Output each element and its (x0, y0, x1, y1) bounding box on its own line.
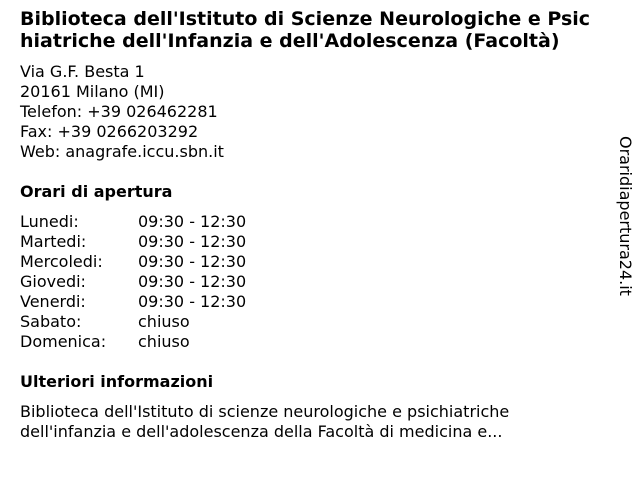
address-city: 20161 Milano (MI) (20, 82, 165, 101)
hours-time: chiuso (138, 312, 190, 331)
opening-hours-table (20, 212, 600, 352)
hours-day: Giovedi: (20, 272, 86, 291)
hours-day: Domenica: (20, 332, 107, 351)
library-title: Biblioteca dell'Istituto di Scienze Neurologiche e Psichiatriche dell'Infanzia e dell'Adolescenza (Facoltà) (20, 8, 591, 52)
phone-number: Telefon: +39 026462281 (20, 102, 218, 121)
hours-day: Sabato: (20, 312, 82, 331)
website: Web: anagrafe.iccu.sbn.it (20, 142, 224, 161)
hours-day: Mercoledi: (20, 252, 103, 271)
hours-day: Venerdi: (20, 292, 86, 311)
hours-day: Lunedi: (20, 212, 79, 231)
hours-row-sunday (20, 332, 600, 352)
library-card (20, 8, 600, 442)
hours-row-monday (20, 212, 600, 232)
hours-time: 09:30 - 12:30 (138, 272, 247, 291)
hours-row-thursday (20, 272, 600, 292)
address-block (20, 62, 600, 162)
fax-number: Fax: +39 0266203292 (20, 122, 199, 141)
hours-row-wednesday (20, 252, 600, 272)
address-street: Via G.F. Besta 1 (20, 62, 145, 81)
hours-time: 09:30 - 12:30 (138, 212, 247, 231)
more-info-heading: Ulteriori informazioni (20, 372, 214, 391)
hours-time: 09:30 - 12:30 (138, 252, 247, 271)
hours-row-friday (20, 292, 600, 312)
hours-time: 09:30 - 12:30 (138, 232, 247, 251)
hours-time: 09:30 - 12:30 (138, 292, 247, 311)
hours-row-tuesday (20, 232, 600, 252)
more-info-text: Biblioteca dell'Istituto di scienze neurologiche e psichiatriche dell'infanzia e dell'adolescenza della Facoltà di medicina e... (20, 402, 510, 441)
hours-day: Martedi: (20, 232, 87, 251)
hours-time: chiuso (138, 332, 190, 351)
hours-row-saturday (20, 312, 600, 332)
site-brand-label: Oraridiapertura24.it (616, 136, 635, 296)
opening-hours-heading: Orari di apertura (20, 182, 173, 201)
